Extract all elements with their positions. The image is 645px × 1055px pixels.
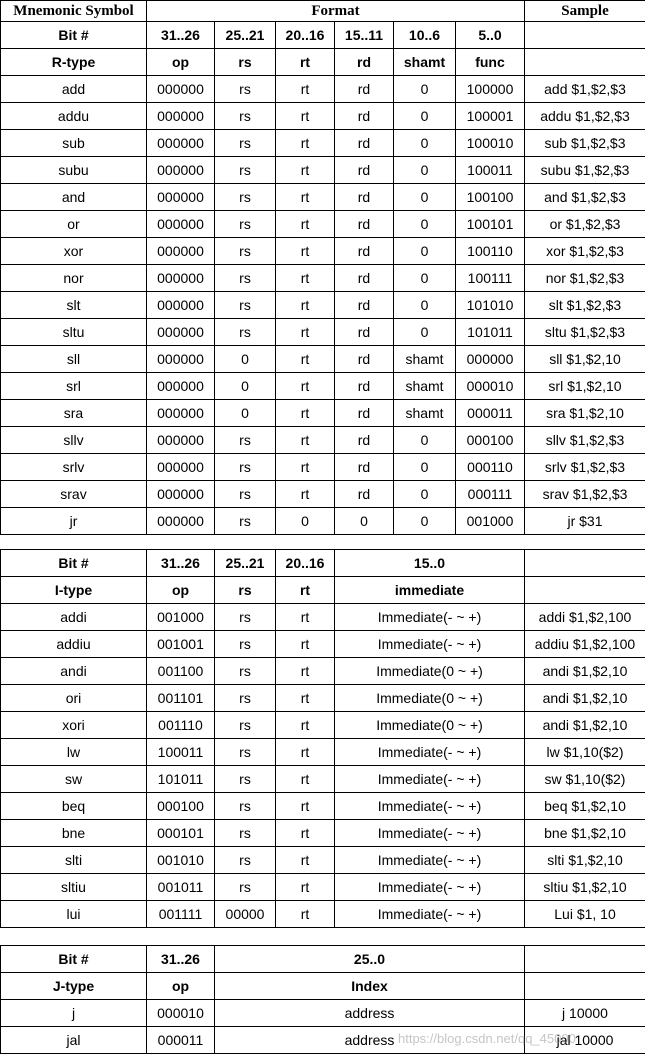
instruction-row-cell: rd xyxy=(335,103,394,130)
type-row-cell: rs xyxy=(215,49,276,76)
instruction-row xyxy=(1,454,645,481)
instruction-row-cell: j xyxy=(1,1000,147,1027)
instruction-row-cell: 0 xyxy=(215,346,276,373)
instruction-row-cell: rt xyxy=(276,427,335,454)
instruction-row-cell: sra xyxy=(1,400,147,427)
bit-row-cell: 25..21 xyxy=(215,550,276,577)
instruction-row-cell: srl $1,$2,10 xyxy=(525,373,645,400)
instruction-row-cell: sltu $1,$2,$3 xyxy=(525,319,645,346)
instruction-row-cell: Immediate(0 ~ +) xyxy=(335,658,525,685)
instruction-row xyxy=(1,604,645,631)
instruction-row-cell: 000000 xyxy=(147,238,215,265)
instruction-row-cell: addu xyxy=(1,103,147,130)
type-row-cell: func xyxy=(456,49,525,76)
instruction-row-cell: rd xyxy=(335,211,394,238)
instruction-row-cell: rs xyxy=(215,292,276,319)
instruction-row-cell: addiu xyxy=(1,631,147,658)
instruction-row xyxy=(1,631,645,658)
instruction-row-cell: srlv $1,$2,$3 xyxy=(525,454,645,481)
instruction-row xyxy=(1,481,645,508)
instruction-row-cell: 0 xyxy=(394,238,456,265)
type-row-cell: rs xyxy=(215,577,276,604)
instruction-row-cell: 000011 xyxy=(147,1027,215,1054)
instruction-row xyxy=(1,685,645,712)
instruction-row xyxy=(1,319,645,346)
instruction-row-cell: srl xyxy=(1,373,147,400)
instruction-row-cell: rs xyxy=(215,739,276,766)
instruction-row xyxy=(1,712,645,739)
bit-row xyxy=(1,946,645,973)
bit-row xyxy=(1,550,645,577)
instruction-row-cell: 0 xyxy=(394,292,456,319)
bit-row-cell: Bit # xyxy=(1,550,147,577)
instruction-row-cell: andi $1,$2,10 xyxy=(525,712,645,739)
instruction-row-cell: addiu $1,$2,100 xyxy=(525,631,645,658)
instruction-row-cell: rs xyxy=(215,211,276,238)
instruction-row xyxy=(1,346,645,373)
instruction-row-cell: rs xyxy=(215,604,276,631)
instruction-row-cell: add $1,$2,$3 xyxy=(525,76,645,103)
instruction-row-cell: rd xyxy=(335,157,394,184)
instruction-row xyxy=(1,238,645,265)
instruction-row-cell: 101011 xyxy=(147,766,215,793)
bit-row-cell: 15..11 xyxy=(335,22,394,49)
instruction-row-cell: 0 xyxy=(394,157,456,184)
instruction-row-cell: rt xyxy=(276,631,335,658)
instruction-row-cell: 001111 xyxy=(147,901,215,928)
instruction-row-cell: rs xyxy=(215,454,276,481)
instruction-row-cell: 000000 xyxy=(147,373,215,400)
instruction-row xyxy=(1,874,645,901)
instruction-row-cell: or $1,$2,$3 xyxy=(525,211,645,238)
instruction-row-cell: jr xyxy=(1,508,147,535)
title-row xyxy=(1,1,645,22)
instruction-row-cell: rt xyxy=(276,400,335,427)
instruction-row-cell: rs xyxy=(215,793,276,820)
instruction-row-cell: j 10000 xyxy=(525,1000,645,1027)
instruction-row-cell: 100100 xyxy=(456,184,525,211)
instruction-row-cell: 000000 xyxy=(147,427,215,454)
instruction-row-cell: rd xyxy=(335,184,394,211)
instruction-row-cell: 100000 xyxy=(456,76,525,103)
instruction-row-cell: 000000 xyxy=(147,265,215,292)
instruction-row-cell: slt xyxy=(1,292,147,319)
type-row-cell: R-type xyxy=(1,49,147,76)
instruction-row xyxy=(1,292,645,319)
instruction-row-cell: 001000 xyxy=(147,604,215,631)
instruction-row-cell: 000000 xyxy=(147,319,215,346)
instruction-row-cell: Immediate(- ~ +) xyxy=(335,820,525,847)
mnemonic-header: Mnemonic Symbol xyxy=(1,1,147,22)
instruction-row-cell: 0 xyxy=(394,427,456,454)
instruction-row-cell: 100101 xyxy=(456,211,525,238)
instruction-row-cell: slti xyxy=(1,847,147,874)
instruction-row-cell: 100011 xyxy=(147,739,215,766)
instruction-row-cell: 000000 xyxy=(147,157,215,184)
instruction-row-cell: andi $1,$2,10 xyxy=(525,658,645,685)
instruction-row-cell: 101010 xyxy=(456,292,525,319)
instruction-row-cell: Immediate(- ~ +) xyxy=(335,631,525,658)
instruction-row-cell: 100001 xyxy=(456,103,525,130)
instruction-row-cell: or xyxy=(1,211,147,238)
instruction-row xyxy=(1,508,645,535)
type-row-cell: immediate xyxy=(335,577,525,604)
instruction-row-cell: rd xyxy=(335,454,394,481)
instruction-row-cell: rs xyxy=(215,766,276,793)
instruction-row-cell: 001101 xyxy=(147,685,215,712)
instruction-row-cell: 000000 xyxy=(456,346,525,373)
instruction-row-cell: rt xyxy=(276,658,335,685)
instruction-row-cell: Lui $1, 10 xyxy=(525,901,645,928)
instruction-row-cell: 0 xyxy=(394,265,456,292)
instruction-row xyxy=(1,157,645,184)
type-row-cell: op xyxy=(147,973,215,1000)
instruction-row-cell: rt xyxy=(276,157,335,184)
instruction-row-cell: 000000 xyxy=(147,76,215,103)
instruction-row-cell: rt xyxy=(276,103,335,130)
instruction-row-cell: lw $1,10($2) xyxy=(525,739,645,766)
instruction-row-cell: bne $1,$2,10 xyxy=(525,820,645,847)
instruction-row-cell: rt xyxy=(276,238,335,265)
instruction-row-cell: rs xyxy=(215,658,276,685)
instruction-row-cell: subu xyxy=(1,157,147,184)
instruction-row-cell: nor xyxy=(1,265,147,292)
instruction-row-cell: 000000 xyxy=(147,130,215,157)
type-row-cell: op xyxy=(147,577,215,604)
instruction-row-cell: rs xyxy=(215,157,276,184)
instruction-row-cell: xor xyxy=(1,238,147,265)
instruction-row-cell: Immediate(- ~ +) xyxy=(335,766,525,793)
bit-row-cell: Bit # xyxy=(1,946,147,973)
instruction-row-cell: 001010 xyxy=(147,847,215,874)
instruction-row-cell: rt xyxy=(276,739,335,766)
instruction-row-cell: rt xyxy=(276,76,335,103)
instruction-row-cell: 0 xyxy=(394,481,456,508)
bit-row-cell: 10..6 xyxy=(394,22,456,49)
instruction-row-cell: Immediate(0 ~ +) xyxy=(335,712,525,739)
instruction-row-cell: rt xyxy=(276,265,335,292)
instruction-row xyxy=(1,400,645,427)
instruction-row xyxy=(1,901,645,928)
instruction-row-cell: rs xyxy=(215,184,276,211)
bit-row-cell: 31..26 xyxy=(147,22,215,49)
instruction-row xyxy=(1,184,645,211)
instruction-row-cell: sltiu xyxy=(1,874,147,901)
instruction-row-cell: rs xyxy=(215,631,276,658)
bit-row-cell: 25..21 xyxy=(215,22,276,49)
instruction-row-cell: rt xyxy=(276,454,335,481)
instruction-row-cell: jal 10000 xyxy=(525,1027,645,1054)
instruction-row-cell: addi xyxy=(1,604,147,631)
instruction-row-cell: 000100 xyxy=(456,427,525,454)
type-row-cell: rt xyxy=(276,577,335,604)
instruction-row-cell: 001011 xyxy=(147,874,215,901)
instruction-row-cell: 100010 xyxy=(456,130,525,157)
type-row-cell xyxy=(525,973,645,1000)
instruction-row-cell: lw xyxy=(1,739,147,766)
instruction-row-cell: 000000 xyxy=(147,211,215,238)
instruction-row-cell: rt xyxy=(276,766,335,793)
bit-row-cell: 5..0 xyxy=(456,22,525,49)
instruction-row-cell: address xyxy=(215,1027,525,1054)
instruction-row-cell: andi xyxy=(1,658,147,685)
instruction-row-cell: 000110 xyxy=(456,454,525,481)
instruction-row-cell: rt xyxy=(276,373,335,400)
instruction-row-cell: 000000 xyxy=(147,454,215,481)
instruction-row-cell: rt xyxy=(276,211,335,238)
instruction-row-cell: rt xyxy=(276,820,335,847)
instruction-row-cell: rt xyxy=(276,292,335,319)
instruction-row-cell: 000100 xyxy=(147,793,215,820)
instruction-row-cell: rs xyxy=(215,685,276,712)
bit-row-cell: 31..26 xyxy=(147,946,215,973)
instruction-row xyxy=(1,847,645,874)
instruction-row-cell: Immediate(- ~ +) xyxy=(335,901,525,928)
type-row-cell xyxy=(525,577,645,604)
instruction-row xyxy=(1,211,645,238)
instruction-row xyxy=(1,766,645,793)
instruction-row-cell: sltu xyxy=(1,319,147,346)
type-row-cell: op xyxy=(147,49,215,76)
instruction-row-cell: sw xyxy=(1,766,147,793)
instruction-row-cell: lui xyxy=(1,901,147,928)
instruction-row-cell: 0 xyxy=(335,508,394,535)
instruction-row-cell: bne xyxy=(1,820,147,847)
instruction-row-cell: srav $1,$2,$3 xyxy=(525,481,645,508)
instruction-row-cell: nor $1,$2,$3 xyxy=(525,265,645,292)
instruction-row xyxy=(1,76,645,103)
type-row-cell: rt xyxy=(276,49,335,76)
instruction-row xyxy=(1,427,645,454)
bit-row-cell: 20..16 xyxy=(276,22,335,49)
instruction-row-cell: sw $1,10($2) xyxy=(525,766,645,793)
instruction-row-cell: 000101 xyxy=(147,820,215,847)
type-row-cell: J-type xyxy=(1,973,147,1000)
instruction-row-cell: 0 xyxy=(394,508,456,535)
instruction-row-cell: sub xyxy=(1,130,147,157)
instruction-row-cell: 000000 xyxy=(147,346,215,373)
instruction-row-cell: rd xyxy=(335,400,394,427)
format-header: Format xyxy=(147,1,525,22)
instruction-row-cell: srav xyxy=(1,481,147,508)
instruction-row-cell: xori xyxy=(1,712,147,739)
type-row-cell: shamt xyxy=(394,49,456,76)
instruction-row-cell: 000010 xyxy=(456,373,525,400)
instruction-row-cell: srlv xyxy=(1,454,147,481)
instruction-row xyxy=(1,265,645,292)
instruction-row-cell: rt xyxy=(276,346,335,373)
instruction-row-cell: 001100 xyxy=(147,658,215,685)
instruction-row-cell: rd xyxy=(335,373,394,400)
instruction-row-cell: 000000 xyxy=(147,103,215,130)
bit-row-cell xyxy=(525,22,645,49)
instruction-row-cell: rs xyxy=(215,712,276,739)
sample-header: Sample xyxy=(525,1,645,22)
instruction-row-cell: slt $1,$2,$3 xyxy=(525,292,645,319)
instruction-row-cell: beq xyxy=(1,793,147,820)
instruction-row-cell: rd xyxy=(335,76,394,103)
bit-row-cell: Bit # xyxy=(1,22,147,49)
instruction-row xyxy=(1,103,645,130)
instruction-row-cell: 0 xyxy=(394,319,456,346)
instruction-row xyxy=(1,1027,645,1054)
instruction-row-cell: 0 xyxy=(394,454,456,481)
instruction-row-cell: Immediate(- ~ +) xyxy=(335,739,525,766)
instruction-row-cell: Immediate(- ~ +) xyxy=(335,604,525,631)
instruction-row-cell: rs xyxy=(215,130,276,157)
bit-row-cell: 31..26 xyxy=(147,550,215,577)
instruction-row-cell: rs xyxy=(215,508,276,535)
instruction-row xyxy=(1,739,645,766)
instruction-row-cell: rt xyxy=(276,712,335,739)
instruction-row-cell: slti $1,$2,10 xyxy=(525,847,645,874)
i-type-table xyxy=(0,549,645,928)
instruction-row-cell: add xyxy=(1,76,147,103)
instruction-row-cell: shamt xyxy=(394,373,456,400)
instruction-row-cell: rs xyxy=(215,847,276,874)
instruction-row-cell: rd xyxy=(335,238,394,265)
instruction-row-cell: and $1,$2,$3 xyxy=(525,184,645,211)
instruction-row-cell: rs xyxy=(215,481,276,508)
bit-row-cell: 25..0 xyxy=(215,946,525,973)
type-row xyxy=(1,49,645,76)
instruction-row-cell: 000111 xyxy=(456,481,525,508)
type-row-cell xyxy=(525,49,645,76)
instruction-row xyxy=(1,130,645,157)
instruction-row-cell: rt xyxy=(276,793,335,820)
type-row-cell: rd xyxy=(335,49,394,76)
instruction-row-cell: 0 xyxy=(394,130,456,157)
instruction-row-cell: rd xyxy=(335,346,394,373)
bit-row-cell: 15..0 xyxy=(335,550,525,577)
instruction-row-cell: 100011 xyxy=(456,157,525,184)
instruction-row-cell: beq $1,$2,10 xyxy=(525,793,645,820)
watermark: https://blog.csdn.net/qq_45000 xyxy=(398,1031,576,1046)
instruction-row-cell: shamt xyxy=(394,346,456,373)
instruction-row-cell: 001000 xyxy=(456,508,525,535)
instruction-row-cell: 000000 xyxy=(147,400,215,427)
instruction-row xyxy=(1,658,645,685)
instruction-row-cell: rs xyxy=(215,265,276,292)
instruction-row xyxy=(1,820,645,847)
instruction-row-cell: rt xyxy=(276,604,335,631)
instruction-row-cell: sllv $1,$2,$3 xyxy=(525,427,645,454)
instruction-row-cell: addi $1,$2,100 xyxy=(525,604,645,631)
bit-row-cell: 20..16 xyxy=(276,550,335,577)
instruction-row-cell: sllv xyxy=(1,427,147,454)
instruction-row-cell: Immediate(- ~ +) xyxy=(335,874,525,901)
instruction-row-cell: and xyxy=(1,184,147,211)
instruction-row-cell: 0 xyxy=(394,184,456,211)
instruction-row-cell: 000010 xyxy=(147,1000,215,1027)
instruction-row-cell: rs xyxy=(215,76,276,103)
instruction-row-cell: rd xyxy=(335,319,394,346)
instruction-row-cell: 000011 xyxy=(456,400,525,427)
instruction-row xyxy=(1,793,645,820)
instruction-row-cell: 0 xyxy=(276,508,335,535)
instruction-row-cell: rt xyxy=(276,130,335,157)
instruction-row-cell: jr $31 xyxy=(525,508,645,535)
bit-row xyxy=(1,22,645,49)
instruction-row-cell: rt xyxy=(276,685,335,712)
instruction-row-cell: Immediate(0 ~ +) xyxy=(335,685,525,712)
instruction-row-cell: 000000 xyxy=(147,481,215,508)
instruction-row-cell: xor $1,$2,$3 xyxy=(525,238,645,265)
instruction-row-cell: 100110 xyxy=(456,238,525,265)
instruction-row-cell: sub $1,$2,$3 xyxy=(525,130,645,157)
instruction-row-cell: 001110 xyxy=(147,712,215,739)
instruction-row-cell: rt xyxy=(276,901,335,928)
instruction-row-cell: 0 xyxy=(394,211,456,238)
instruction-row xyxy=(1,1000,645,1027)
instruction-row-cell: 000000 xyxy=(147,184,215,211)
instruction-row-cell: rt xyxy=(276,874,335,901)
instruction-row-cell: Immediate(- ~ +) xyxy=(335,793,525,820)
instruction-row-cell: 0 xyxy=(215,400,276,427)
instruction-row-cell: 001001 xyxy=(147,631,215,658)
instruction-row-cell: rs xyxy=(215,319,276,346)
instruction-row-cell: rd xyxy=(335,292,394,319)
instruction-row-cell: sltiu $1,$2,10 xyxy=(525,874,645,901)
instruction-row-cell: address xyxy=(215,1000,525,1027)
instruction-row-cell: sll $1,$2,10 xyxy=(525,346,645,373)
instruction-row-cell: rd xyxy=(335,481,394,508)
type-row xyxy=(1,973,645,1000)
instruction-row-cell: 000000 xyxy=(147,292,215,319)
instruction-row-cell: 100111 xyxy=(456,265,525,292)
instruction-row-cell: 0 xyxy=(215,373,276,400)
instruction-row-cell: 00000 xyxy=(215,901,276,928)
instruction-row-cell: rd xyxy=(335,265,394,292)
instruction-row-cell: 000000 xyxy=(147,508,215,535)
instruction-row-cell: addu $1,$2,$3 xyxy=(525,103,645,130)
bit-row-cell xyxy=(525,550,645,577)
instruction-row-cell: shamt xyxy=(394,400,456,427)
instruction-row-cell: sra $1,$2,10 xyxy=(525,400,645,427)
instruction-row-cell: rt xyxy=(276,184,335,211)
instruction-row-cell: subu $1,$2,$3 xyxy=(525,157,645,184)
instruction-row-cell: Immediate(- ~ +) xyxy=(335,847,525,874)
instruction-row xyxy=(1,373,645,400)
instruction-row-cell: rt xyxy=(276,319,335,346)
bit-row-cell xyxy=(525,946,645,973)
type-row-cell: Index xyxy=(215,973,525,1000)
instruction-row-cell: ori xyxy=(1,685,147,712)
instruction-row-cell: rs xyxy=(215,427,276,454)
instruction-row-cell: 101011 xyxy=(456,319,525,346)
instruction-row-cell: rs xyxy=(215,820,276,847)
instruction-row-cell: rs xyxy=(215,103,276,130)
instruction-row-cell: rt xyxy=(276,481,335,508)
instruction-row-cell: andi $1,$2,10 xyxy=(525,685,645,712)
instruction-row-cell: rt xyxy=(276,847,335,874)
instruction-row-cell: sll xyxy=(1,346,147,373)
instruction-row-cell: rs xyxy=(215,874,276,901)
j-type-table xyxy=(0,945,645,1054)
instruction-row-cell: jal xyxy=(1,1027,147,1054)
instruction-row-cell: 0 xyxy=(394,76,456,103)
type-row xyxy=(1,577,645,604)
instruction-row-cell: 0 xyxy=(394,103,456,130)
instruction-row-cell: rd xyxy=(335,130,394,157)
instruction-row-cell: rd xyxy=(335,427,394,454)
instruction-row-cell: rs xyxy=(215,238,276,265)
type-row-cell: I-type xyxy=(1,577,147,604)
